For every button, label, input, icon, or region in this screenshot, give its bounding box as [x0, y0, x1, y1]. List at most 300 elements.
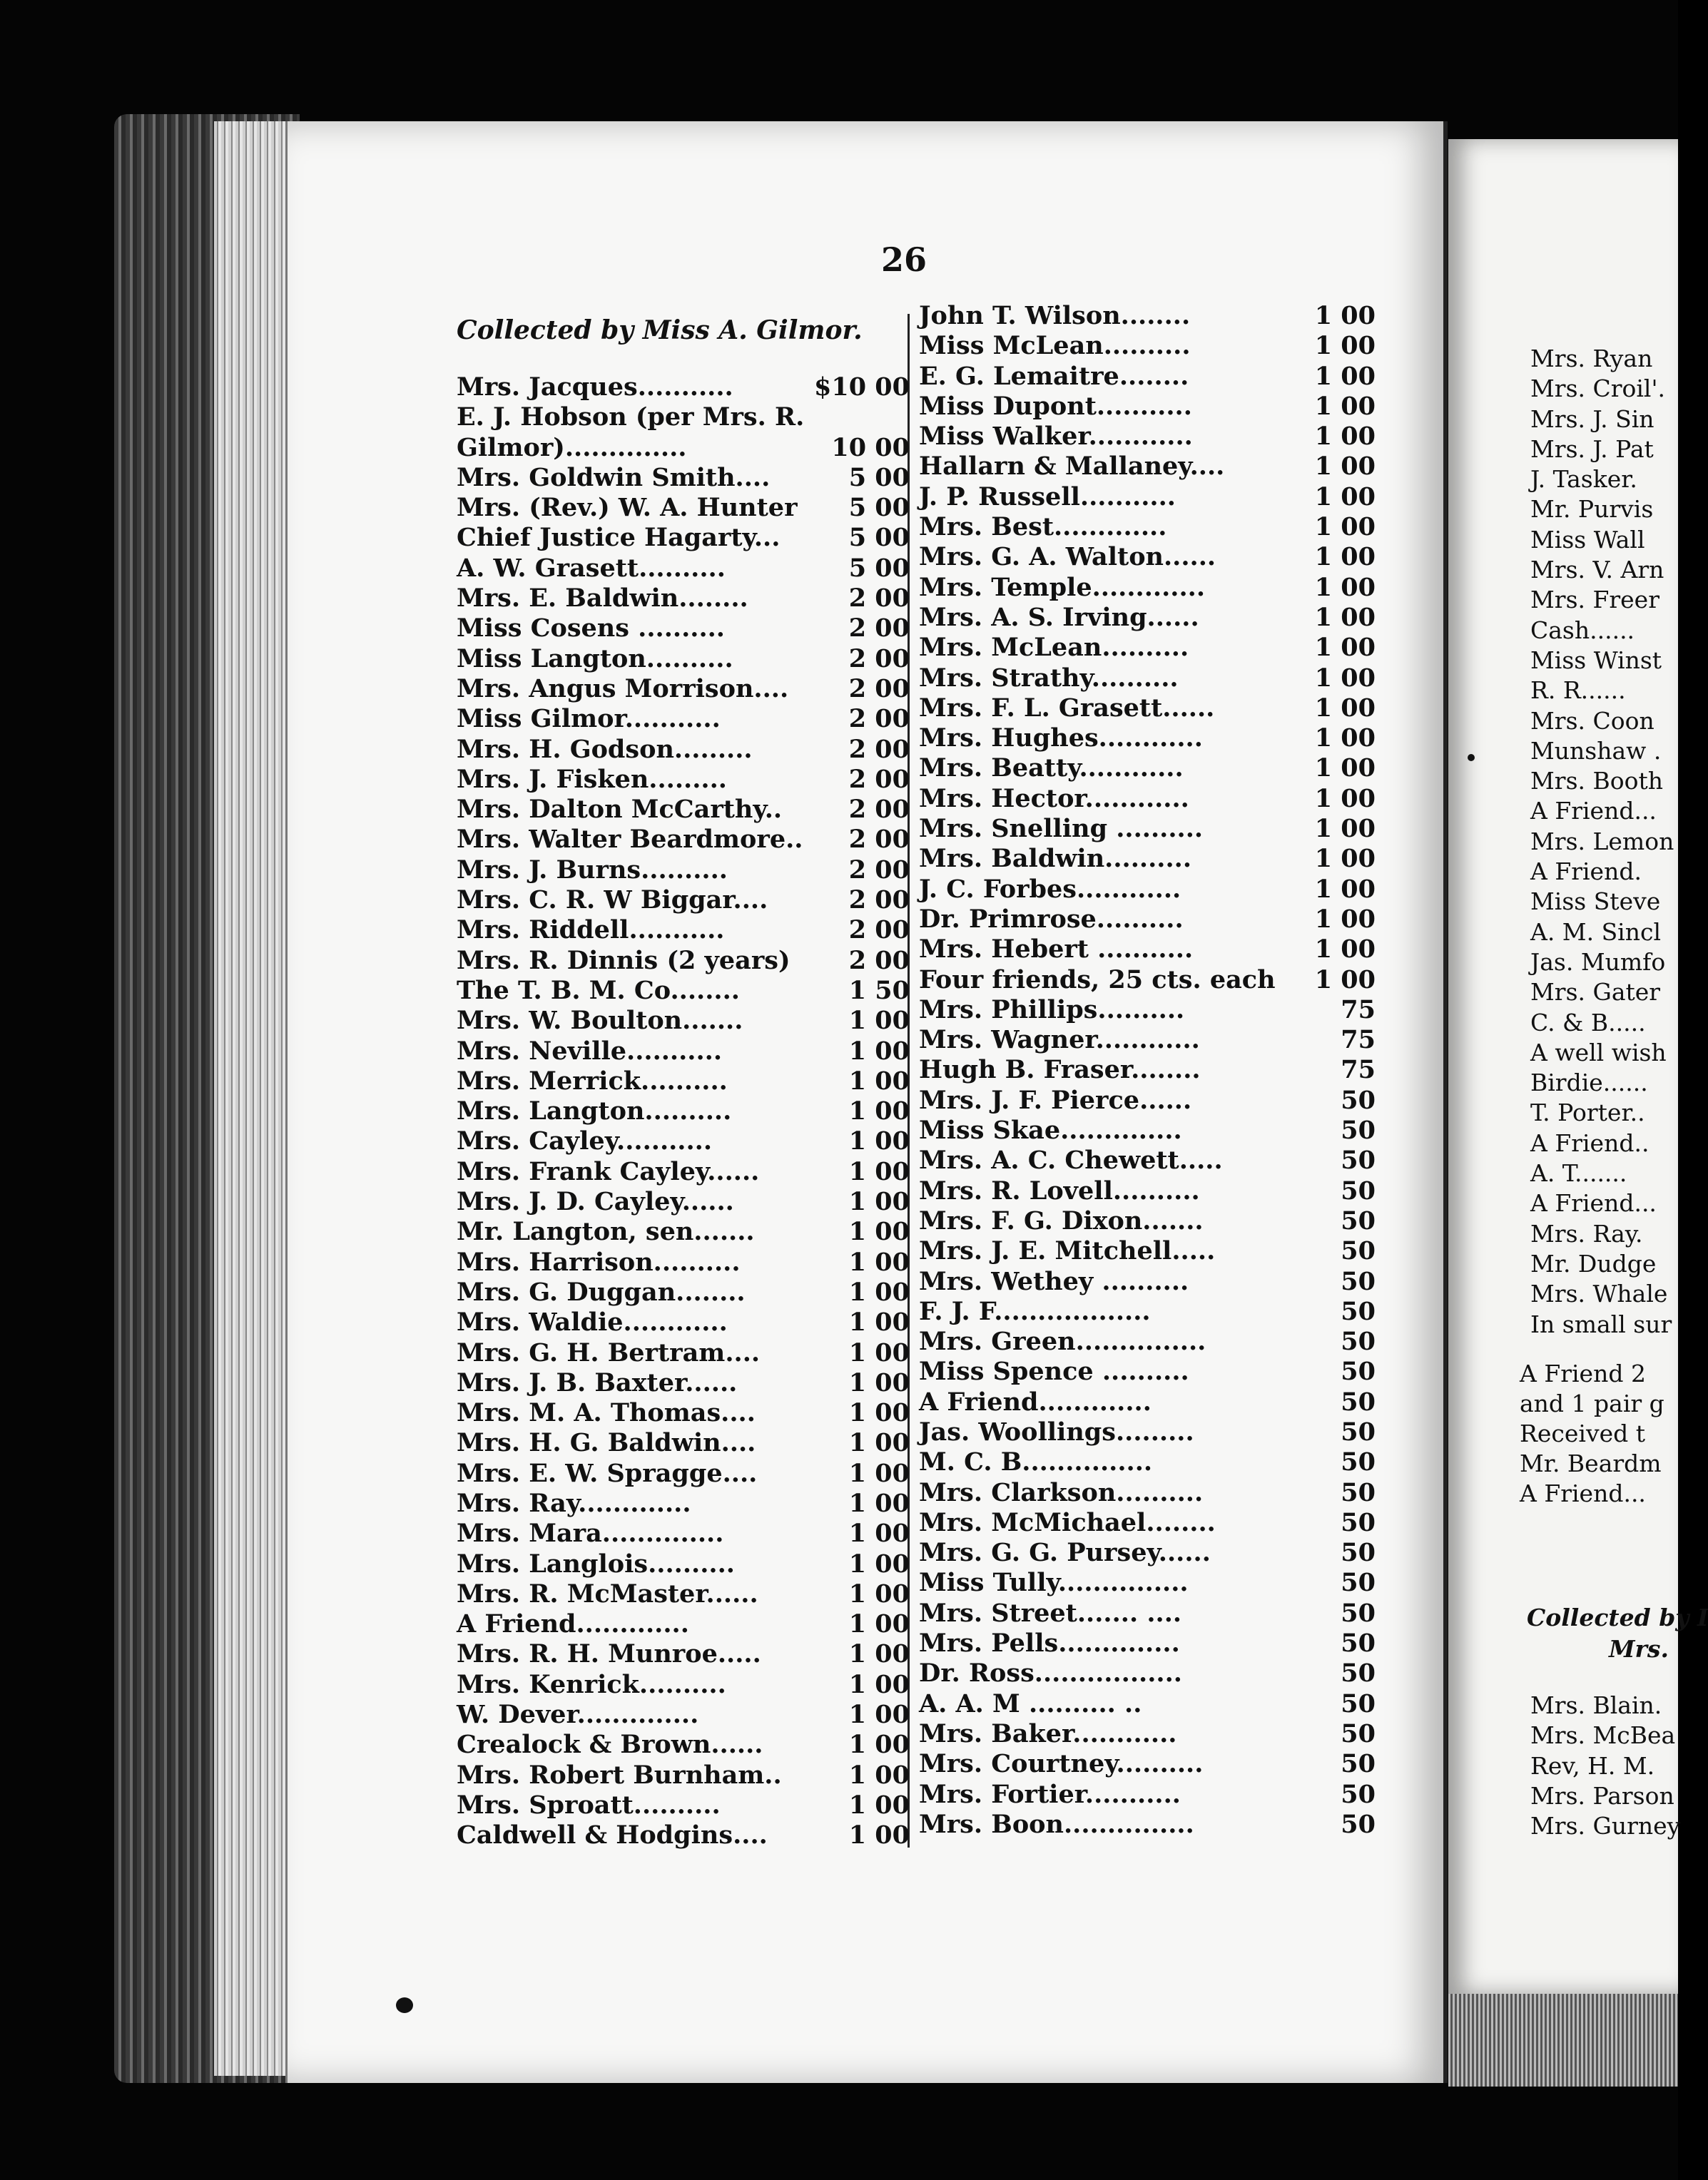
- list-item: [457, 1338, 910, 1368]
- entry-name: Mrs. J. Fisken.........: [457, 764, 727, 794]
- entry-name: Gilmor)..............: [457, 432, 687, 462]
- list-item: A Friend.: [1530, 857, 1642, 886]
- list-item: [919, 844, 1376, 874]
- list-item: A Friend 2: [1520, 1360, 1646, 1387]
- list-item: Mrs. J. Pat: [1530, 434, 1654, 463]
- list-item: A. T.......: [1530, 1159, 1627, 1188]
- list-item: [457, 795, 910, 825]
- entry-amount: 50: [1341, 1296, 1376, 1326]
- entry-name: F. J. F..................: [919, 1296, 1151, 1326]
- entry-name: Mrs. Fortier...........: [919, 1779, 1181, 1809]
- list-item: Cash......: [1530, 616, 1635, 644]
- entry-name: Mrs. A. S. Irving......: [919, 602, 1199, 632]
- list-item: [919, 362, 1376, 392]
- list-item: [457, 1096, 910, 1126]
- entry-amount: 1 00: [1314, 512, 1376, 542]
- entry-amount: 1 00: [1314, 904, 1376, 934]
- list-item: [457, 1006, 910, 1036]
- entry-amount: 1 00: [848, 1730, 910, 1760]
- entry-name: Mrs. Sproatt..........: [457, 1790, 721, 1820]
- list-item: [919, 633, 1376, 663]
- entry-amount: 1 50: [848, 975, 910, 1005]
- entry-amount: 1 00: [1314, 874, 1376, 904]
- list-item: [457, 1549, 910, 1579]
- list-item: [919, 723, 1376, 753]
- right-page-edge: [1448, 1994, 1678, 2087]
- entry-name: Mrs. R. Lovell..........: [919, 1176, 1200, 1206]
- entry-amount: 1 00: [848, 1488, 910, 1518]
- entry-name: Mrs. Ray.............: [457, 1488, 691, 1518]
- list-item: [457, 1157, 910, 1187]
- list-item: Munshaw .: [1530, 736, 1662, 765]
- list-item: [457, 1761, 910, 1791]
- entry-name: Mrs. Harrison..........: [457, 1247, 741, 1277]
- entry-amount: 1 00: [848, 1428, 910, 1458]
- list-item: Received t: [1520, 1420, 1645, 1447]
- list-item: [457, 1820, 910, 1850]
- entry-amount: 1 00: [848, 1277, 910, 1307]
- list-item: Rev, H. M.: [1530, 1751, 1655, 1780]
- list-item: [919, 1327, 1376, 1357]
- entry-name: Miss McLean..........: [919, 331, 1191, 361]
- entry-amount: 50: [1341, 1809, 1376, 1839]
- list-item: [919, 1659, 1376, 1689]
- entry-name: Crealock & Brown......: [457, 1730, 763, 1760]
- entry-amount: 50: [1341, 1749, 1376, 1779]
- list-item: [457, 1670, 910, 1700]
- entry-amount: 1 00: [1314, 723, 1376, 753]
- entry-name: Mrs. Baker............: [919, 1718, 1177, 1748]
- entry-amount: 1 00: [848, 1458, 910, 1488]
- list-item: [457, 1609, 910, 1639]
- entry-amount: 1 00: [848, 1549, 910, 1579]
- list-item: [919, 1146, 1376, 1176]
- entry-amount: 1 00: [848, 1156, 910, 1186]
- list-item: [457, 765, 910, 795]
- entry-name: Mrs. McLean..........: [919, 633, 1189, 663]
- list-item: A Friend...: [1520, 1479, 1646, 1507]
- list-item: Mrs. Croil'.: [1530, 375, 1666, 403]
- list-item: A well wish: [1530, 1038, 1667, 1066]
- entry-name: Mrs. Hector............: [919, 783, 1189, 813]
- entry-amount: 50: [1341, 1236, 1376, 1266]
- list-item: [457, 402, 910, 432]
- list-item: [457, 885, 910, 915]
- right-page-list: [1530, 344, 1674, 1340]
- list-item: [919, 1780, 1376, 1810]
- entry-name: Mrs. Jacques...........: [457, 372, 733, 402]
- list-item: [919, 1719, 1376, 1749]
- list-item: [919, 693, 1376, 723]
- list-item: R. R......: [1530, 676, 1626, 705]
- list-item: [457, 372, 910, 402]
- list-item: [919, 1025, 1376, 1055]
- entry-amount: 50: [1341, 1477, 1376, 1507]
- list-item: Mrs. Parson: [1530, 1781, 1674, 1810]
- entry-amount: 50: [1341, 1116, 1376, 1146]
- list-item: [457, 946, 910, 976]
- entry-amount: 50: [1341, 1779, 1376, 1809]
- entry-name: Chief Justice Hagarty...: [457, 523, 781, 553]
- entry-name: Mrs. Hughes............: [919, 723, 1203, 753]
- entry-amount: 2 00: [848, 945, 910, 975]
- list-item: [457, 613, 910, 643]
- list-item: [919, 1749, 1376, 1779]
- entry-name: Hallarn & Mallaney....: [919, 452, 1225, 482]
- entry-amount: 1 00: [848, 1126, 910, 1156]
- entry-name: Mrs. Baldwin..........: [919, 844, 1192, 874]
- list-item: [919, 1297, 1376, 1327]
- entry-name: Mrs. Kenrick..........: [457, 1669, 726, 1699]
- list-item: J. Tasker.: [1530, 465, 1637, 494]
- list-item: T. Porter..: [1530, 1099, 1645, 1127]
- list-item: Mrs. Ray.: [1530, 1219, 1643, 1248]
- list-item: [457, 1278, 910, 1308]
- entry-name: Mrs. J. D. Cayley......: [457, 1187, 734, 1217]
- entry-amount: 1 00: [1314, 663, 1376, 693]
- entry-name: Miss Spence ..........: [919, 1357, 1189, 1387]
- entry-amount: 50: [1341, 1357, 1376, 1387]
- entry-name: A Friend.............: [457, 1609, 689, 1639]
- middle-column-list: [919, 301, 1376, 1840]
- entry-name: E. G. Lemaitre........: [919, 361, 1189, 391]
- list-item: [457, 584, 910, 613]
- list-item: A. M. Sincl: [1530, 917, 1662, 946]
- ink-dot: [1468, 754, 1475, 761]
- entry-name: Mrs. R. Dinnis (2 years): [457, 945, 791, 975]
- entry-name: Jas. Woollings.........: [919, 1417, 1194, 1447]
- list-item: [457, 493, 910, 523]
- entry-name: Mrs. Pells..............: [919, 1629, 1180, 1659]
- list-item: [919, 1689, 1376, 1719]
- list-item: [919, 392, 1376, 422]
- entry-amount: 1 00: [848, 1820, 910, 1850]
- list-item: [457, 1368, 910, 1398]
- entry-name: J. P. Russell...........: [919, 482, 1176, 511]
- entry-amount: 1 00: [1314, 482, 1376, 511]
- entry-name: A. A. M .......... ..: [919, 1689, 1142, 1718]
- list-item: A Friend...: [1530, 797, 1657, 825]
- list-item: [457, 674, 910, 704]
- list-item: Birdie......: [1530, 1069, 1648, 1097]
- entry-name: Mrs. Courtney..........: [919, 1749, 1204, 1779]
- entry-name: Mrs. Strathy..........: [919, 663, 1179, 693]
- list-item: and 1 pair g: [1520, 1390, 1664, 1417]
- entry-name: Mrs. C. R. W Biggar....: [457, 885, 768, 915]
- entry-amount: 75: [1341, 1025, 1376, 1055]
- entry-amount: 5 00: [848, 462, 910, 492]
- entry-name: Mrs. A. C. Chewett.....: [919, 1146, 1223, 1176]
- list-item: Mrs. Freer: [1530, 586, 1659, 614]
- entry-name: Mrs. G. G. Pursey......: [919, 1538, 1211, 1568]
- list-item: [457, 855, 910, 885]
- entry-amount: 1 00: [848, 1519, 910, 1549]
- entry-amount: 2 00: [848, 643, 910, 673]
- entry-name: Mrs. R. H. Munroe.....: [457, 1639, 761, 1669]
- list-item: [919, 452, 1376, 482]
- list-item: [457, 735, 910, 765]
- list-item: [919, 603, 1376, 633]
- list-item: [919, 422, 1376, 452]
- list-item: [919, 1447, 1376, 1477]
- list-item: [919, 905, 1376, 934]
- page-number: 26: [881, 240, 927, 279]
- entry-name: Mrs. Snelling ..........: [919, 814, 1204, 844]
- entry-amount: 1 00: [848, 1006, 910, 1036]
- list-item: [919, 1508, 1376, 1538]
- list-item: [919, 482, 1376, 512]
- list-item: [919, 965, 1376, 995]
- list-item: Mrs. Blain.: [1530, 1691, 1662, 1719]
- entry-name: Dr. Ross.................: [919, 1659, 1182, 1689]
- entry-name: Mrs. Beatty............: [919, 753, 1184, 783]
- entry-amount: 50: [1341, 1538, 1376, 1568]
- entry-amount: 50: [1341, 1598, 1376, 1628]
- entry-amount: 1 00: [1314, 753, 1376, 783]
- entry-name: J. C. Forbes............: [919, 874, 1181, 904]
- list-item: [457, 463, 910, 493]
- entry-name: Miss Tully...............: [919, 1568, 1189, 1598]
- list-item: [919, 784, 1376, 814]
- left-column-heading: Collected by Miss A. Gilmor.: [457, 315, 863, 345]
- entry-name: W. Dever..............: [457, 1700, 699, 1730]
- entry-amount: 50: [1341, 1266, 1376, 1296]
- list-item: [919, 1478, 1376, 1508]
- list-item: Mrs. Whale: [1530, 1280, 1668, 1308]
- entry-amount: 2 00: [848, 704, 910, 734]
- list-item: [919, 934, 1376, 964]
- list-item: [457, 1126, 910, 1156]
- entry-name: Miss Cosens ..........: [457, 613, 725, 643]
- entry-amount: 1 00: [848, 1760, 910, 1790]
- entry-amount: 1 00: [1314, 422, 1376, 452]
- entry-name: M. C. B...............: [919, 1447, 1153, 1477]
- entry-name: Mrs. J. E. Mitchell.....: [919, 1236, 1216, 1266]
- entry-name: Miss Gilmor...........: [457, 704, 721, 734]
- entry-name: Mrs. Angus Morrison....: [457, 673, 789, 703]
- list-item: Mrs. J. Sin: [1530, 404, 1654, 433]
- list-item: A Friend..: [1530, 1129, 1649, 1157]
- entry-amount: 50: [1341, 1417, 1376, 1447]
- entry-amount: 5 00: [848, 523, 910, 553]
- entry-name: Miss Langton..........: [457, 643, 733, 673]
- entry-name: Mrs. G. Duggan........: [457, 1277, 746, 1307]
- list-item: A Friend...: [1530, 1189, 1657, 1218]
- entry-amount: 50: [1341, 1327, 1376, 1357]
- entry-amount: 50: [1341, 1659, 1376, 1689]
- entry-name: Mrs. Mara..............: [457, 1519, 724, 1549]
- entry-amount: 1 00: [1314, 361, 1376, 391]
- entry-amount: 1 00: [848, 1247, 910, 1277]
- entry-amount: $10 00: [814, 372, 910, 402]
- entry-name: Four friends, 25 cts. each: [919, 964, 1276, 994]
- entry-amount: 2 00: [848, 915, 910, 945]
- list-item: [457, 523, 910, 553]
- entry-name: Mrs. E. Baldwin........: [457, 584, 748, 613]
- list-item: Mrs. Lemon: [1530, 827, 1674, 855]
- list-item: [457, 1489, 910, 1519]
- entry-amount: 1 00: [848, 1338, 910, 1367]
- list-item: [919, 1236, 1376, 1266]
- entry-amount: 2 00: [848, 764, 910, 794]
- entry-amount: 2 00: [848, 855, 910, 885]
- entry-amount: 1 00: [848, 1066, 910, 1096]
- entry-name: Miss Skae..............: [919, 1116, 1182, 1146]
- list-item: [919, 1116, 1376, 1146]
- right-page-heading-2: Mrs.: [1609, 1635, 1669, 1663]
- list-item: [457, 1248, 910, 1278]
- list-item: [457, 554, 910, 584]
- entry-amount: 1 00: [848, 1609, 910, 1639]
- list-item: [919, 1267, 1376, 1297]
- list-item: [919, 995, 1376, 1025]
- entry-amount: 5 00: [848, 493, 910, 523]
- list-item: [457, 1700, 910, 1730]
- entry-name: Mrs. F. L. Grasett......: [919, 693, 1215, 723]
- entry-name: Mrs. Robert Burnham..: [457, 1760, 782, 1790]
- entry-amount: 1 00: [1314, 331, 1376, 361]
- entry-name: E. J. Hobson (per Mrs. R.: [457, 402, 805, 432]
- list-item: [919, 1357, 1376, 1387]
- entry-amount: 1 00: [1314, 452, 1376, 482]
- entry-name: Mrs. Dalton McCarthy..: [457, 795, 783, 825]
- list-item: [919, 1055, 1376, 1085]
- list-item: Jas. Mumfo: [1530, 947, 1666, 976]
- entry-amount: 1 00: [1314, 964, 1376, 994]
- list-item: [919, 573, 1376, 603]
- list-item: [457, 644, 910, 674]
- entry-name: The T. B. M. Co........: [457, 975, 740, 1005]
- entry-name: Mrs. H. Godson.........: [457, 734, 753, 764]
- entry-amount: 1 00: [1314, 542, 1376, 572]
- entry-amount: 1 00: [848, 1398, 910, 1428]
- list-item: [919, 663, 1376, 693]
- entry-amount: 1 00: [1314, 693, 1376, 723]
- entry-amount: 1 00: [848, 1308, 910, 1338]
- entry-amount: 1 00: [848, 1579, 910, 1609]
- list-item: Mrs. Gurney: [1530, 1812, 1681, 1840]
- list-item: [919, 512, 1376, 542]
- entry-name: Mrs. Merrick..........: [457, 1066, 728, 1096]
- entry-name: Mrs. E. W. Spragge....: [457, 1458, 758, 1488]
- list-item: [919, 1176, 1376, 1206]
- list-item: Mr. Purvis: [1530, 495, 1654, 524]
- list-item: Mrs. V. Arn: [1530, 556, 1664, 584]
- list-item: [457, 1791, 910, 1820]
- list-item: Mrs. Coon: [1530, 706, 1654, 735]
- entry-amount: 2 00: [848, 825, 910, 855]
- entry-name: A Friend.............: [919, 1387, 1152, 1417]
- list-item: [457, 1066, 910, 1096]
- list-item: [457, 1036, 910, 1066]
- entry-name: Mrs. Boon...............: [919, 1809, 1194, 1839]
- entry-name: Mrs. Cayley...........: [457, 1126, 713, 1156]
- list-item: [457, 1459, 910, 1489]
- entry-name: Mrs. Street....... ....: [919, 1598, 1182, 1628]
- list-item: Mrs. Ryan: [1530, 345, 1653, 372]
- entry-name: Mrs. Wethey ..........: [919, 1266, 1189, 1296]
- entry-amount: 1 00: [1314, 844, 1376, 874]
- list-item: [919, 1086, 1376, 1116]
- entry-amount: 1 00: [848, 1187, 910, 1217]
- entry-name: Miss Dupont...........: [919, 391, 1192, 421]
- list-item: [919, 1417, 1376, 1447]
- entry-name: Mrs. Langlois..........: [457, 1549, 735, 1579]
- entry-name: Mrs. Walter Beardmore..: [457, 825, 803, 855]
- list-item: Miss Wall: [1530, 525, 1645, 554]
- entry-name: Mrs. Temple.............: [919, 572, 1206, 602]
- entry-amount: 1 00: [1314, 934, 1376, 964]
- list-item: [457, 704, 910, 734]
- entry-name: John T. Wilson........: [919, 301, 1191, 330]
- entry-amount: 50: [1341, 1176, 1376, 1206]
- entry-amount: 50: [1341, 1568, 1376, 1598]
- entry-name: Dr. Primrose..........: [919, 904, 1184, 934]
- list-item: [457, 1579, 910, 1609]
- entry-name: Mrs. Hebert ...........: [919, 934, 1194, 964]
- entry-amount: 1 00: [1314, 633, 1376, 663]
- entry-name: Mrs. W. Boulton.......: [457, 1006, 743, 1036]
- entry-amount: 50: [1341, 1447, 1376, 1477]
- list-item: [457, 1217, 910, 1247]
- entry-name: Mrs. Best.............: [919, 512, 1167, 542]
- entry-amount: 1 00: [848, 1669, 910, 1699]
- entry-amount: 1 00: [1314, 301, 1376, 330]
- entry-amount: 75: [1341, 1055, 1376, 1085]
- list-item: [919, 1538, 1376, 1568]
- entry-amount: 75: [1341, 994, 1376, 1024]
- entry-amount: 50: [1341, 1085, 1376, 1115]
- entry-amount: 1 00: [848, 1700, 910, 1730]
- list-item: Miss Winst: [1530, 646, 1662, 674]
- entry-amount: 1 00: [848, 1790, 910, 1820]
- list-item: [457, 976, 910, 1006]
- right-page-notes: [1520, 1359, 1664, 1509]
- list-item: [919, 1810, 1376, 1840]
- right-page-list-2: [1530, 1691, 1680, 1841]
- list-item: Mr. Dudge: [1530, 1249, 1657, 1278]
- entry-amount: 50: [1341, 1146, 1376, 1176]
- list-item: [919, 1629, 1376, 1659]
- entry-amount: 1 00: [1314, 572, 1376, 602]
- entry-name: A. W. Grasett..........: [457, 553, 726, 583]
- list-item: [919, 542, 1376, 572]
- list-item: [457, 433, 910, 463]
- list-item: [457, 1428, 910, 1458]
- entry-amount: 50: [1341, 1718, 1376, 1748]
- entry-name: Mrs. F. G. Dixon.......: [919, 1206, 1204, 1236]
- entry-amount: 1 00: [848, 1096, 910, 1126]
- list-item: [457, 1398, 910, 1428]
- entry-name: Mrs. (Rev.) W. A. Hunter: [457, 493, 798, 523]
- entry-name: Mrs. Phillips..........: [919, 994, 1185, 1024]
- entry-name: Mrs. R. McMaster......: [457, 1579, 758, 1609]
- list-item: In small sur: [1530, 1310, 1672, 1338]
- right-page-heading-1: Collected by I: [1527, 1604, 1708, 1631]
- entry-name: Hugh B. Fraser........: [919, 1055, 1201, 1085]
- entry-amount: 2 00: [848, 734, 910, 764]
- entry-amount: 5 00: [848, 553, 910, 583]
- entry-amount: 1 00: [1314, 391, 1376, 421]
- entry-amount: 1 00: [848, 1367, 910, 1397]
- list-item: [457, 915, 910, 945]
- ink-blot: [396, 1997, 413, 2013]
- entry-name: Mrs. Langton..........: [457, 1096, 732, 1126]
- list-item: [457, 1730, 910, 1760]
- list-item: Mrs. Gater: [1530, 978, 1661, 1007]
- entry-amount: 1 00: [848, 1217, 910, 1247]
- entry-name: Mrs. Waldie............: [457, 1308, 728, 1338]
